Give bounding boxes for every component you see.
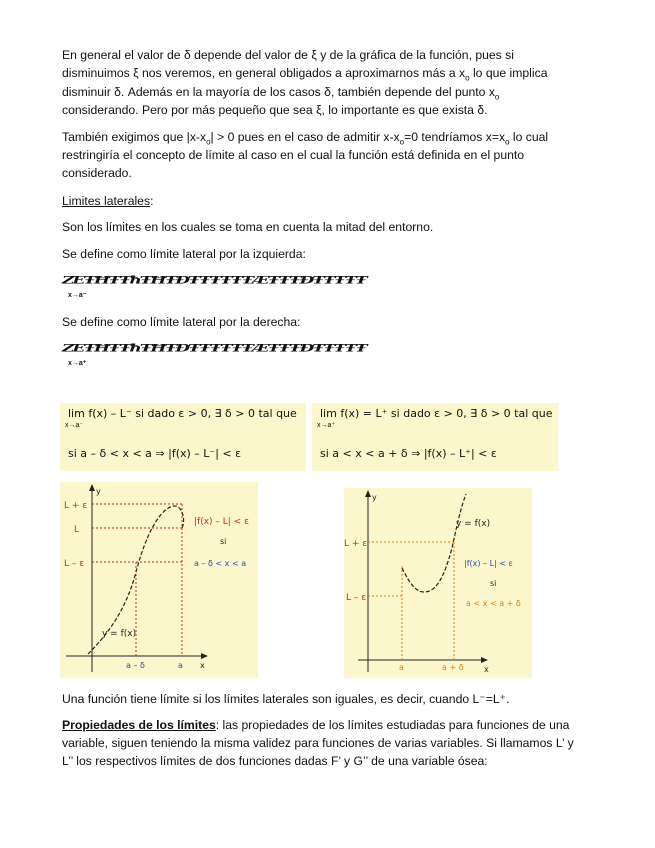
left-limit-graph — [60, 482, 258, 678]
left-graph-tick-l: L — [74, 525, 80, 535]
right-graph-curve — [402, 494, 466, 592]
properties-line-2: variable, siguen teniendo la misma validez para funciones de varias variables. Si llamamos L’ y — [62, 736, 574, 750]
left-graph-x-tick-2: a — [178, 661, 183, 670]
paragraph-2-line-1: También exigimos que $|x-x_o| > 0$ pues en el caso de admitir $x-x_o=0$ tendríamos $x=x_o$ lo cual — [62, 130, 549, 147]
left-definition-line-1: lim f(x) – L⁻ si dado ε > 0, ∃ δ > 0 tal que — [68, 407, 297, 420]
right-graph-cond-2: a < x < a + δ — [466, 599, 521, 608]
left-definition-line-2: si a – δ < x < a ⇒ |f(x) – L⁻| < ε — [68, 447, 242, 460]
paragraph-6: Una función tiene límite si los límites laterales son iguales, es decir, cuando L⁻=L⁺. — [62, 692, 510, 706]
left-graph-y-arrow — [89, 484, 95, 491]
left-graph-func-label: y = f(x) — [102, 629, 137, 639]
paragraph-1-line-3: disminuir δ. Además en la mayoría de los casos δ, también depende del punto $x_o$ — [62, 85, 500, 102]
left-definition-sub: x→a⁻ — [65, 422, 84, 429]
right-graph-cond-si: si — [490, 579, 497, 588]
left-graph-cond-2: a – δ < x < a — [194, 559, 247, 568]
left-graph-cond-si: si — [220, 537, 227, 546]
right-graph-func-label: y = f(x) — [456, 519, 491, 529]
left-graph-x-arrow — [201, 653, 208, 659]
paragraph-2-line-2: restringiría el concepto de límite al caso en el cual la función está definida en el punto — [62, 148, 525, 162]
right-graph-x-label: x — [484, 665, 489, 674]
left-graph-cond-1: |f(x) – L| < ε — [194, 517, 249, 527]
right-definition-line-2: si a < x < a + δ ⇒ |f(x) – L⁺| < ε — [320, 447, 497, 460]
right-graph-tick-l-plus-e: L + ε — [344, 539, 368, 549]
right-graph-x-tick-1: a — [399, 663, 404, 672]
right-graph-x-arrow — [481, 657, 488, 663]
right-graph-y-arrow — [365, 490, 371, 497]
paragraph-3: Son los límites en los cuales se toma en cuenta la mitad del entorno. — [62, 220, 434, 234]
left-graph-x-tick-1: a – δ — [126, 661, 145, 670]
paragraph-1-line-4: considerando. Pero por más pequeño que sea ξ, lo importante es que exista δ. — [62, 103, 488, 117]
right-graph-x-tick-2: a + δ — [442, 663, 464, 672]
right-graph-cond-1: |f(x) – L| < ε — [464, 559, 513, 568]
right-graph-tick-l-minus-e: L – ε — [346, 593, 367, 603]
left-graph-y-label: y — [96, 487, 101, 496]
right-limit-graph — [344, 488, 532, 678]
paragraph-1-line-2: disminuimos ξ nos veremos, en general obligados a aproximarnos más a $x_o$ lo que implica — [62, 66, 548, 83]
heading-limites-laterales: Limites laterales: — [62, 194, 154, 208]
left-definition-box — [60, 403, 306, 471]
paragraph-4: Se define como límite lateral por la izquierda: — [62, 247, 306, 261]
right-graph-svg — [344, 488, 532, 678]
properties-line-3: L’’ los respectivos límites de dos funciones dadas F’ y G’’ de una variable ósea: — [62, 754, 488, 768]
paragraph-1-line-1: En general el valor de δ depende del valor de ξ y de la gráfica de la función, pues si — [62, 48, 514, 62]
paragraph-5: Se define como límite lateral por la derecha: — [62, 315, 301, 329]
right-graph-y-label: y — [372, 493, 377, 502]
left-limit-formula-image: ZEŦĦŦŦħŦĦŦĐŦŦŦŦŦŦÆŦŦŦÐŦŦŦŦŦ — [62, 274, 366, 287]
left-graph-tick-l-plus-e: L + ε — [64, 501, 88, 511]
left-graph-svg — [60, 482, 258, 678]
left-graph-tick-l-minus-e: L – ε — [64, 559, 85, 569]
left-graph-x-label: x — [200, 661, 205, 670]
right-definition-line-1: lim f(x) = L⁺ si dado ε > 0, ∃ δ > 0 tal que — [320, 407, 553, 420]
left-limit-formula-sub: x→a⁻ — [68, 292, 87, 299]
properties-line-1: Propiedades de los límites: las propiedades de los límites estudiadas para funciones de una — [62, 718, 570, 732]
right-definition-sub: x→a⁺ — [317, 422, 336, 429]
right-definition-box — [312, 403, 558, 471]
paragraph-2-line-3: considerado. — [62, 166, 132, 180]
right-limit-formula-image: ZEŦĦŦŦħŦĦŦĐŦŦŦŦŦŦÆŦŦŦÐŦŦŦŦŦ — [62, 342, 366, 355]
right-limit-formula-sub: x→a⁺ — [68, 360, 87, 367]
